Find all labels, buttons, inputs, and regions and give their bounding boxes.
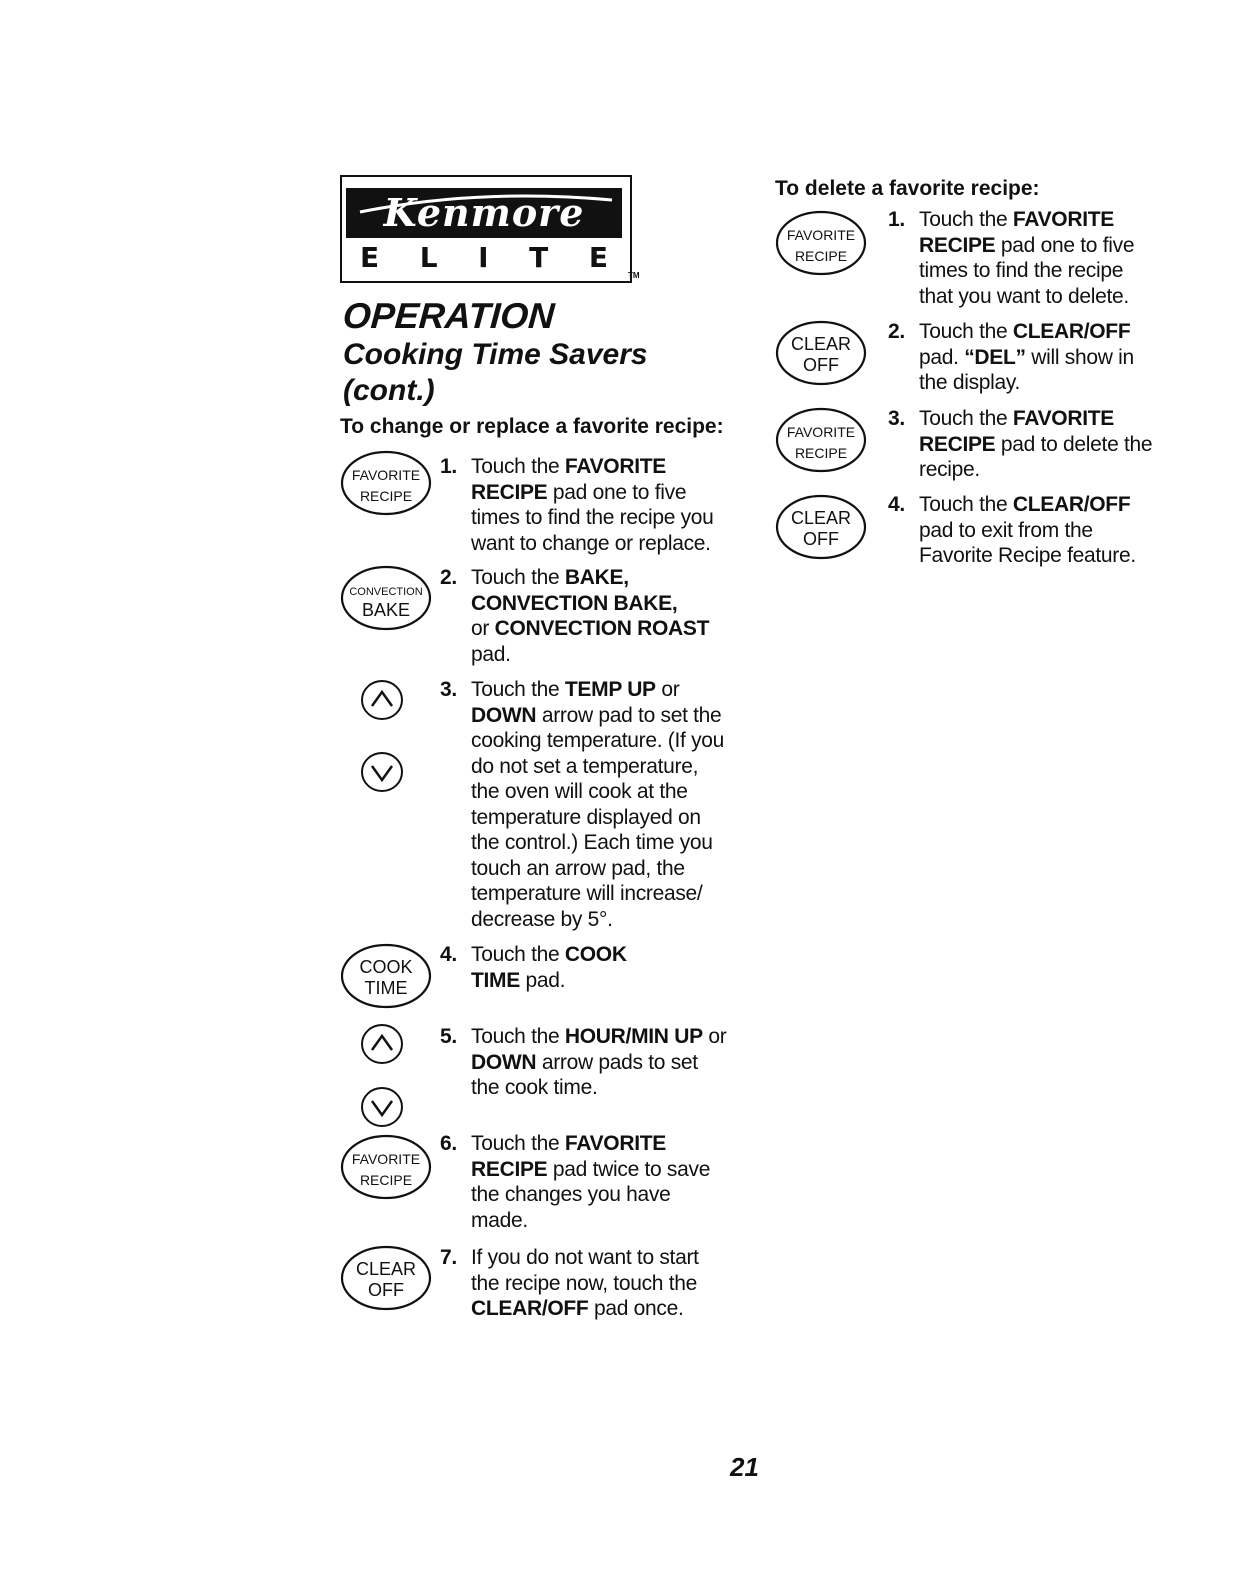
section-title-cont: (cont.) [343,374,435,407]
svg-text:OFF: OFF [803,529,839,549]
svg-text:BAKE: BAKE [361,600,411,620]
svg-text:CLEAR: CLEAR [790,334,852,354]
step-text: Touch the FAVORITE RECIPE pad twice to save the changes you have made. [471,1132,711,1232]
step-text: Touch the FAVORITE RECIPE pad one to five times to find the recipe that you want to delete. [919,208,1135,308]
temp-up-arrow-icon [354,678,410,722]
step-number: 2. [440,566,457,589]
step-number: 2. [888,320,905,343]
step-number: 4. [440,943,457,966]
page-number: 21 [730,1452,759,1482]
step-text: Touch the CLEAR/OFF pad to exit from the Favorite Recipe feature. [919,493,1136,567]
favorite-recipe-pad-icon [340,450,432,516]
svg-text:CONVECTION: CONVECTION [349,586,423,598]
svg-text:FAVORITE: FAVORITE [786,227,856,243]
clear-off-pad-icon [775,320,867,386]
step-number: 1. [888,208,905,231]
step-number: 6. [440,1132,457,1155]
svg-text:RECIPE: RECIPE [359,488,413,504]
step-number: 5. [440,1025,457,1048]
cook-time-pad-icon [340,943,432,1009]
step-number: 4. [888,493,905,516]
svg-text:CLEAR: CLEAR [355,1259,417,1279]
favorite-recipe-pad-icon [340,1134,432,1200]
clear-off-pad-icon [340,1245,432,1311]
step-text: Touch the HOUR/MIN UP or DOWN arrow pads to set the cook time. [471,1025,727,1099]
svg-text:RECIPE: RECIPE [359,1172,413,1188]
step-number: 1. [440,455,457,478]
hour-min-down-arrow-icon [354,1085,410,1129]
favorite-recipe-pad-icon [775,210,867,276]
hour-min-up-arrow-icon [354,1022,410,1066]
step-text: Touch the CLEAR/OFF pad. “DEL” will show in the display. [919,320,1134,394]
step-number: 3. [440,678,457,701]
clear-off-pad-icon [775,494,867,560]
step-text: Touch the FAVORITE RECIPE pad to delete the recipe. [919,407,1153,481]
step-text: Touch the TEMP UP or DOWN arrow pad to set the cooking temperature. (If you do not set a temperature, the oven will cook at the temperature displayed on the control.) Each time you touch an arrow pad, the temperature will increase/ decrease by 5°. [471,678,725,931]
svg-text:RECIPE: RECIPE [794,445,848,461]
step-number: 3. [888,407,905,430]
step-text: Touch the COOK TIME pad. [471,943,627,992]
svg-text:FAVORITE: FAVORITE [786,424,856,440]
step-text: If you do not want to start the recipe now, touch the CLEAR/OFF pad once. [471,1246,699,1320]
svg-text:RECIPE: RECIPE [794,248,848,264]
step-text: Touch the FAVORITE RECIPE pad one to five times to find the recipe you want to change or replace. [471,455,714,555]
delete-recipe-heading: To delete a favorite recipe: [775,177,1040,200]
section-title: Cooking Time Savers [343,338,648,371]
svg-text:OFF: OFF [368,1280,404,1300]
favorite-recipe-pad-icon [775,407,867,473]
svg-text:OFF: OFF [803,355,839,375]
kenmore-elite-logo: Kenmore E L I T E TM [340,175,632,283]
temp-down-arrow-icon [354,750,410,794]
svg-text:FAVORITE: FAVORITE [351,467,421,483]
svg-text:CLEAR: CLEAR [790,508,852,528]
convection-bake-pad-icon [340,565,432,631]
svg-text:COOK: COOK [359,957,413,977]
operation-title: OPERATION [341,295,556,336]
step-number: 7. [440,1246,457,1269]
change-recipe-heading: To change or replace a favorite recipe: [340,415,724,438]
svg-text:FAVORITE: FAVORITE [351,1151,421,1167]
svg-text:TIME: TIME [364,978,408,998]
step-text: Touch the BAKE, CONVECTION BAKE, or CONVECTION ROAST pad. [471,566,710,666]
